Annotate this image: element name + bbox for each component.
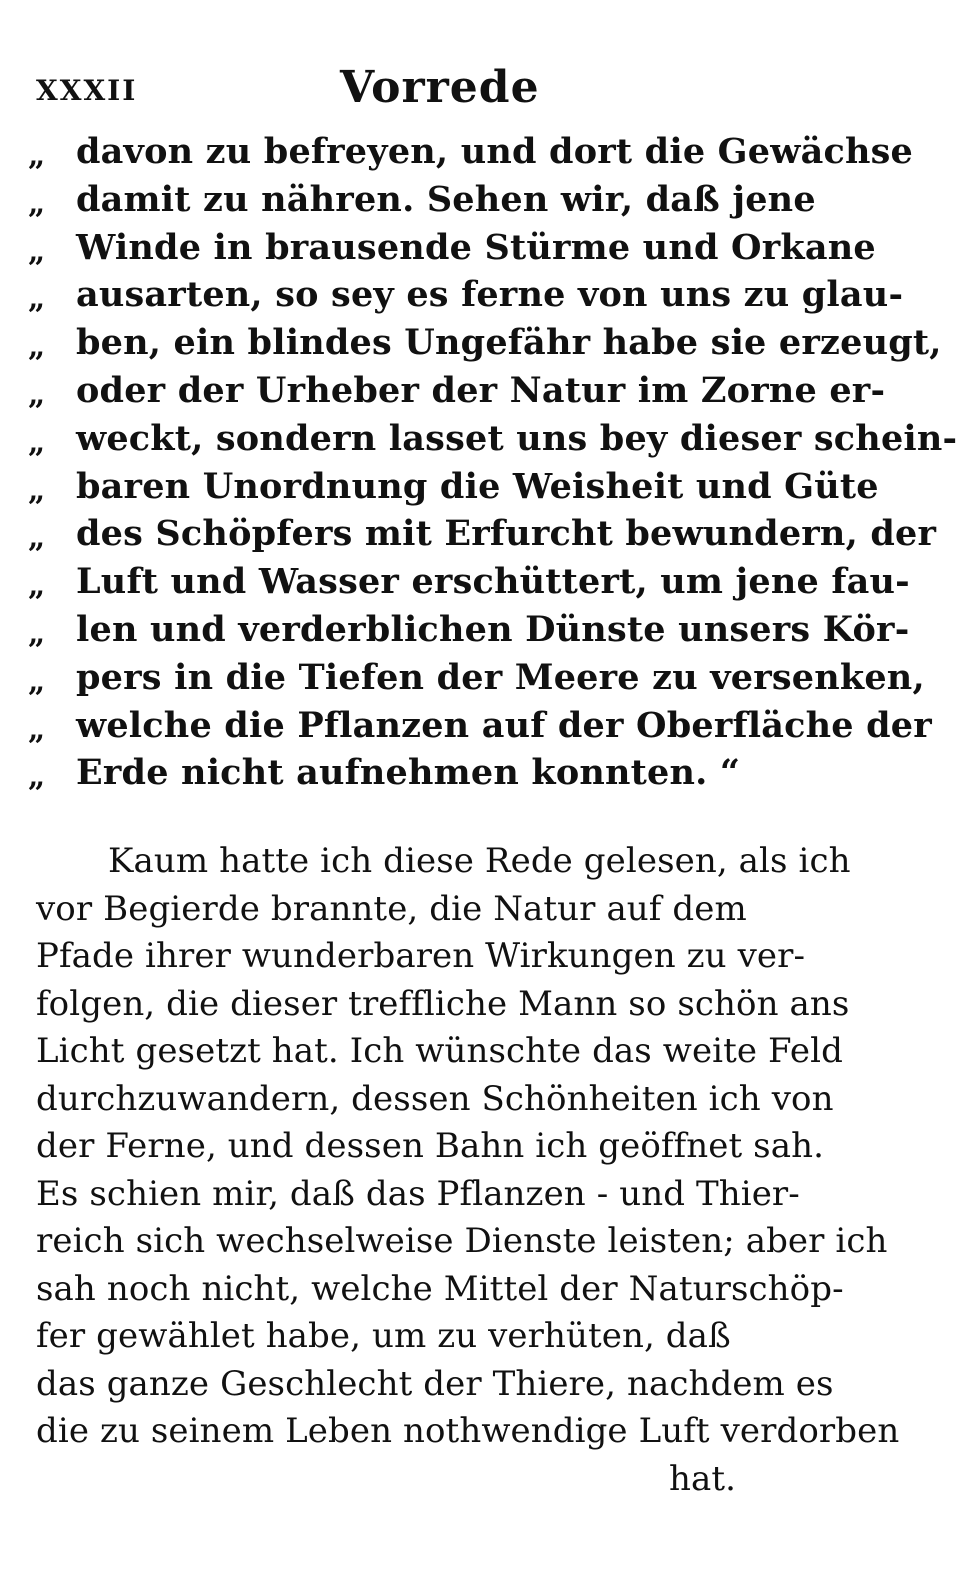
quote-line [28, 415, 957, 463]
quote-line [28, 367, 886, 415]
quote-line [28, 128, 913, 176]
paragraph-line: fer gewählet habe, um zu verhüten, daß [36, 1316, 731, 1356]
quote-line [28, 606, 910, 654]
paragraph-line: Kaum hatte ich diese Rede gelesen, als ich [108, 841, 851, 881]
quote-line [28, 558, 910, 606]
quote-line-text: len und verderblichen Dünste unsers Kör- [76, 608, 910, 650]
running-title: Vorrede [340, 62, 540, 113]
quote-line-text: pers in die Tiefen der Meere zu versenken, [76, 656, 925, 698]
quote-line-text: davon zu befreyen, und dort die Gewächse [76, 131, 913, 172]
paragraph-line: vor Begierde brannte, die Natur auf dem [36, 888, 747, 929]
paragraph-line: Pfade ihrer wunderbaren Wirkungen zu ver- [36, 936, 806, 976]
quote-mark: „ [28, 568, 46, 604]
quote-line [28, 654, 925, 702]
quote-line [28, 319, 942, 367]
paragraph-line: Es schien mir, daß das Pflanzen - und Thier- [36, 1173, 800, 1214]
quote-mark: „ [28, 376, 46, 412]
quote-line-text: ben, ein blindes Ungefähr habe sie erzeugt, [76, 322, 942, 364]
quote-line [28, 463, 879, 511]
quote-line-text: Luft und Wasser erschüttert, um jene fau- [76, 561, 910, 603]
quote-mark: „ [28, 281, 46, 317]
quote-line-text: Erde nicht aufnehmen konnten. “ [76, 752, 741, 794]
quote-line-text: Winde in brausende Stürme und Orkane [76, 226, 876, 268]
quote-line-text: weckt, sondern lasset uns bey dieser schein- [76, 417, 957, 459]
quote-line [28, 702, 932, 750]
quote-line [28, 176, 816, 224]
quote-mark: „ [28, 520, 46, 556]
paragraph-line: Licht gesetzt hat. Ich wünschte das weite Feld [36, 1031, 843, 1071]
page-header [36, 62, 796, 122]
quote-mark: „ [28, 615, 46, 651]
quote-line [28, 510, 937, 558]
paragraph-line: der Ferne, und dessen Bahn ich geöffnet sah. [36, 1126, 824, 1166]
paragraph-line: die zu seinem Leben nothwendige Luft verdorben [36, 1411, 900, 1451]
quote-mark: „ [28, 472, 46, 508]
paragraph-line: reich sich wechselweise Dienste leisten; aber ich [36, 1221, 888, 1261]
quote-mark: „ [28, 424, 46, 460]
quote-mark: „ [28, 663, 46, 699]
quote-mark: „ [28, 759, 46, 795]
quote-line-text: oder der Urheber der Natur im Zorne er- [76, 369, 886, 411]
quoted-passage [28, 128, 957, 797]
quote-line-text: ausarten, so sey es ferne von uns zu glau- [76, 274, 904, 316]
quote-mark: „ [28, 711, 46, 747]
quote-line-text: damit zu nähren. Sehen wir, daß jene [76, 178, 816, 220]
paragraph-line: das ganze Geschlecht der Thiere, nachdem es [36, 1363, 834, 1404]
paragraph-line: durchzuwandern, dessen Schönheiten ich von [36, 1078, 834, 1119]
quote-mark: „ [28, 329, 46, 365]
quote-line [28, 224, 876, 272]
quote-line [28, 271, 904, 319]
quote-mark: „ [28, 185, 46, 221]
quote-mark: „ [28, 138, 46, 173]
quote-line [28, 749, 798, 797]
page-number: XXXII [36, 74, 138, 107]
body-paragraph [36, 838, 900, 1503]
catchword: hat. [668, 1458, 736, 1499]
quote-line-text: welche die Pflanzen auf der Oberfläche der [76, 704, 932, 746]
paragraph-line: folgen, die dieser treffliche Mann so schön ans [36, 983, 850, 1024]
paragraph-line: sah noch nicht, welche Mittel der Naturschöp- [36, 1268, 844, 1309]
quote-line-text: baren Unordnung die Weisheit und Güte [76, 465, 879, 507]
quote-line-text: des Schöpfers mit Erfurcht bewundern, der [76, 513, 937, 555]
quote-mark: „ [28, 233, 46, 269]
